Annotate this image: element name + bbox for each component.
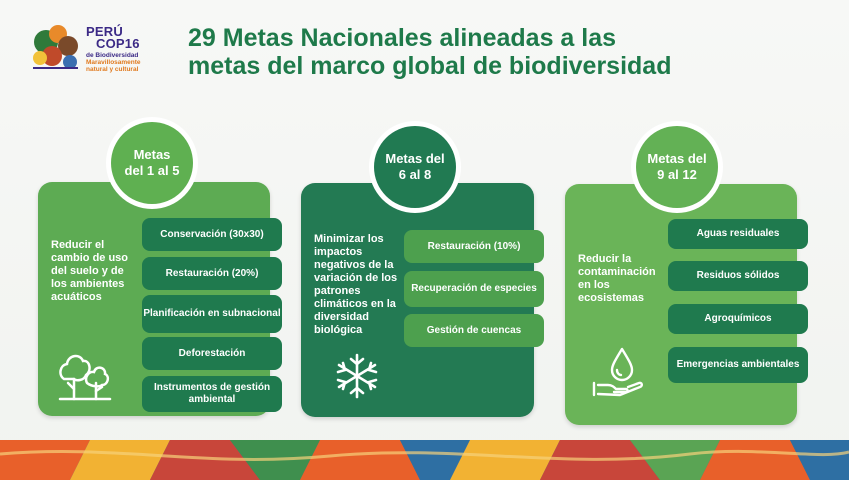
goal-item: Aguas residuales <box>668 219 808 249</box>
decorative-band <box>0 440 849 480</box>
logo-title-peru: PERÚ <box>86 24 123 39</box>
goals-description-6-8: Minimizar los impactos negativos de la variación de los patrones climáticos en la diversidad biológica <box>314 233 398 336</box>
goals-description-9-12: Reducir la contaminación en los ecosistemas <box>578 253 656 304</box>
page-title <box>188 24 788 80</box>
page-title-line2: metas del marco global de biodiversidad <box>188 52 672 80</box>
goal-item: Restauración (10%) <box>404 230 544 263</box>
goal-item: Recuperación de especies <box>404 271 544 307</box>
page-title-line1: 29 Metas Nacionales alineadas a las <box>188 24 617 52</box>
goal-item: Gestión de cuencas <box>404 314 544 347</box>
logo-sub-line3: natural y cultural <box>86 66 139 73</box>
goals-badge-9-12 <box>631 121 723 213</box>
logo-subtitle <box>86 52 181 73</box>
forest-icon <box>56 345 114 403</box>
goal-item: Restauración (20%) <box>142 257 282 290</box>
snowflake-icon <box>332 351 382 401</box>
badge-line1: Metas del <box>647 151 707 166</box>
goal-item: Emergencias ambientales <box>668 347 808 383</box>
goals-badge-1-5 <box>106 117 198 209</box>
logo-sub-line2: Maravillosamente <box>86 59 141 66</box>
logo-title <box>86 26 140 50</box>
goal-item: Instrumentos de gestión ambiental <box>142 376 282 412</box>
logo-title-cop16: COP16 <box>96 36 140 51</box>
goals-badge-6-8 <box>369 121 461 213</box>
goal-item: Agroquímicos <box>668 304 808 334</box>
biodiversity-animals-icon <box>28 20 82 72</box>
goal-item: Conservación (30x30) <box>142 218 282 251</box>
goal-item: Residuos sólidos <box>668 261 808 291</box>
logo-sub-line1: de Biodiversidad <box>86 52 139 59</box>
badge-line2: del 1 al 5 <box>124 163 180 178</box>
water-drop-hand-icon <box>590 345 646 397</box>
badge-line2: 6 al 8 <box>398 167 432 182</box>
goal-item: Planificación en subnacional <box>142 295 282 333</box>
badge-line1: Metas del <box>385 151 445 166</box>
goal-item: Deforestación <box>142 337 282 370</box>
cop16-logo <box>28 20 178 76</box>
badge-line1: Metas <box>133 147 171 162</box>
goals-description-1-5: Reducir el cambio de uso del suelo y de los ambientes acuáticos <box>51 239 129 303</box>
badge-line2: 9 al 12 <box>657 167 697 182</box>
